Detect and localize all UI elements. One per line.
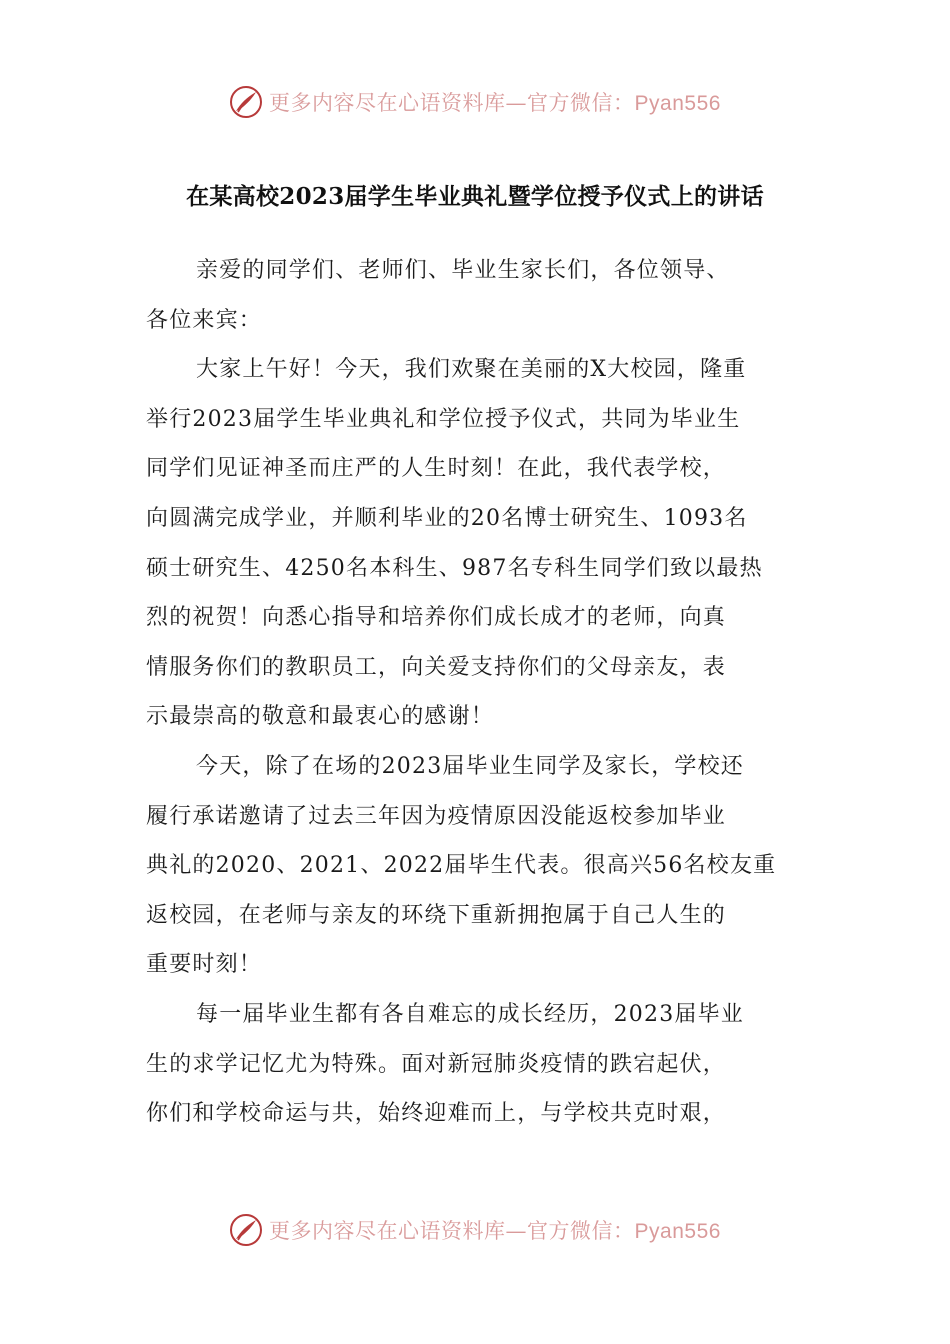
text-line: 各位来宾： bbox=[146, 307, 263, 333]
text-line: 向圆满完成学业，并顺利毕业的20名博士研究生、1093名 bbox=[146, 505, 748, 531]
quill-logo-icon bbox=[229, 85, 263, 119]
text-line: 举行2023届学生毕业典礼和学位授予仪式，共同为毕业生 bbox=[146, 406, 741, 432]
header-watermark bbox=[0, 80, 950, 124]
text-line: 烈的祝贺！向悉心指导和培养你们成长成才的老师，向真 bbox=[146, 605, 727, 631]
text-line: 每一届毕业生都有各自难忘的成长经历，2023届毕业 bbox=[196, 1001, 744, 1027]
watermark-wechat-id: Pyan556 bbox=[634, 92, 721, 115]
text-line: 硕士研究生、4250名本科生、987名专科生同学们致以最热 bbox=[146, 555, 763, 581]
text-line: 返校园，在老师与亲友的环绕下重新拥抱属于自己人生的 bbox=[146, 902, 727, 928]
text-line: 典礼的2020、2021、2022届毕生代表。很高兴56名校友重 bbox=[146, 853, 777, 879]
text-line: 情服务你们的教职员工，向关爱支持你们的父母亲友，表 bbox=[146, 654, 727, 680]
text-line: 生的求学记忆尤为特殊。面对新冠肺炎疫情的跌宕起伏， bbox=[146, 1051, 727, 1077]
watermark-text bbox=[269, 87, 721, 117]
text-line: 示最崇高的敬意和最衷心的感谢！ bbox=[146, 704, 495, 730]
watermark-text bbox=[269, 1215, 721, 1245]
watermark-main: 更多内容尽在心语资料库—官方微信： bbox=[269, 1219, 635, 1243]
watermark-main: 更多内容尽在心语资料库—官方微信： bbox=[269, 91, 635, 115]
text-line: 亲爱的同学们、老师们、毕业生家长们，各位领导、 bbox=[196, 258, 730, 283]
text-line: 今天，除了在场的2023届毕业生同学及家长，学校还 bbox=[196, 753, 744, 779]
quill-logo-icon bbox=[229, 1213, 263, 1247]
watermark-wechat-id: Pyan556 bbox=[634, 1220, 721, 1243]
text-line: 履行承诺邀请了过去三年因为疫情原因没能返校参加毕业 bbox=[146, 803, 727, 829]
text-line: 重要时刻！ bbox=[146, 952, 263, 978]
footer-watermark bbox=[0, 1208, 950, 1252]
document-body bbox=[146, 246, 811, 1139]
text-line: 你们和学校命运与共，始终迎难而上，与学校共克时艰， bbox=[146, 1101, 727, 1127]
text-line: 同学们见证神圣而庄严的人生时刻！在此，我代表学校， bbox=[146, 456, 727, 482]
text-line: 大家上午好！今天，我们欢聚在美丽的X大校园，隆重 bbox=[196, 357, 747, 383]
document-title: 在某高校2023届学生毕业典礼暨学位授予仪式上的讲话 bbox=[186, 183, 764, 210]
